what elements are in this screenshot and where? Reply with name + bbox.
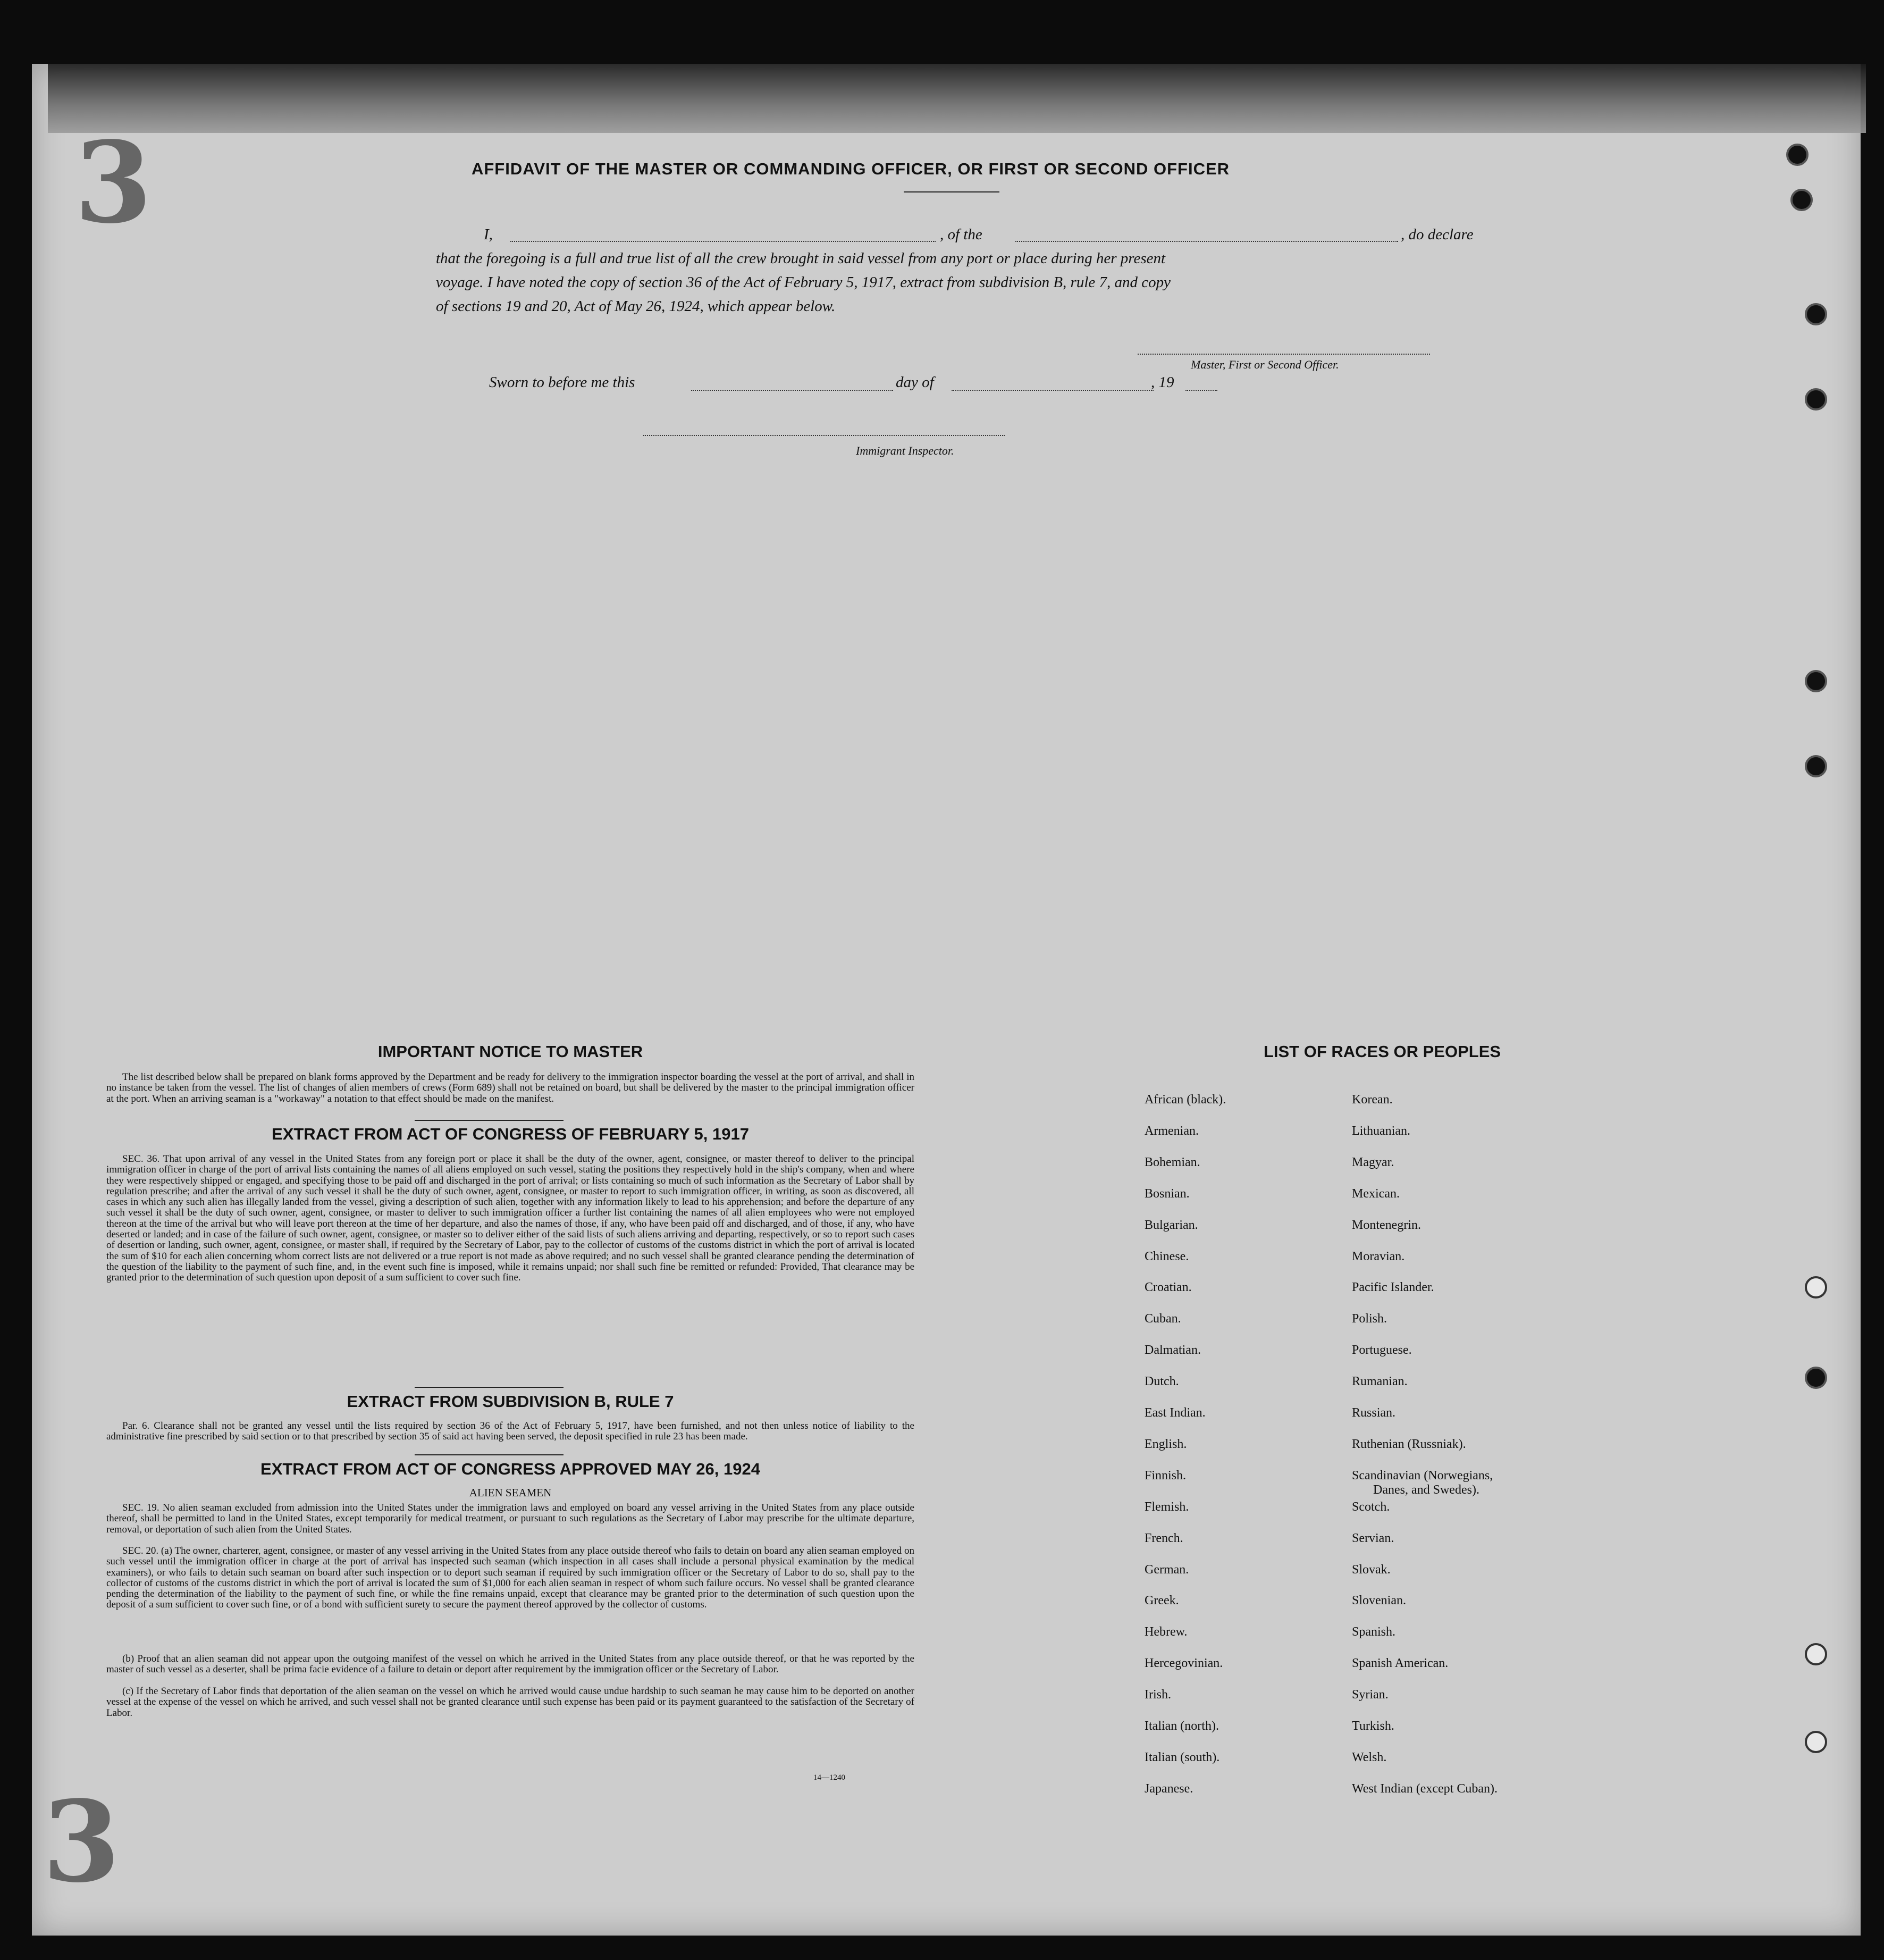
inspector-signature-line[interactable]: [643, 435, 1005, 436]
section-divider: [415, 1454, 563, 1455]
race-item-right: Montenegrin.: [1352, 1218, 1421, 1232]
race-item-right-cont: Danes, and Swedes).: [1373, 1482, 1479, 1497]
race-item-left: Bohemian.: [1145, 1155, 1200, 1169]
sworn-text: Sworn to before me this: [489, 374, 635, 391]
race-item-left: African (black).: [1145, 1093, 1226, 1107]
affidavit-line4: of sections 19 and 20, Act of May 26, 1924, which appear below.: [436, 298, 836, 315]
race-item-left: Hercegovinian.: [1145, 1656, 1223, 1671]
scan-edge-strip: [48, 64, 1866, 133]
binder-hole: [1805, 755, 1827, 777]
signature-line[interactable]: [1138, 354, 1430, 355]
extract-1917-title: EXTRACT FROM ACT OF CONGRESS OF FEBRUARY 5, 1917: [272, 1125, 749, 1143]
extract-rule7-text: Par. 6. Clearance shall not be granted any vessel until the lists required by section 36 of the Act of February 5, 1917, have been furnished, and not then unless notice of liability to the administrative fine prescribed by said section or to that prescribed by section 35 of said act having been served, the deposit specified in rule 23 has been made.: [106, 1420, 914, 1443]
name-blank[interactable]: [510, 241, 936, 242]
section-divider: [415, 1387, 563, 1388]
race-item-right: Mexican.: [1352, 1186, 1400, 1201]
extract-1924-title: EXTRACT FROM ACT OF CONGRESS APPROVED MAY 26, 1924: [260, 1460, 760, 1478]
form-number: 14—1240: [813, 1773, 845, 1782]
extract-rule7-title: EXTRACT FROM SUBDIVISION B, RULE 7: [347, 1392, 674, 1411]
binder-hole: [1786, 144, 1809, 166]
race-item-left: Dalmatian.: [1145, 1343, 1201, 1358]
race-item-left: Japanese.: [1145, 1781, 1193, 1796]
race-item-right: Polish.: [1352, 1312, 1387, 1326]
notice-text: The list described below shall be prepared on blank forms approved by the Department and be ready for delivery to the immigration inspector boarding the vessel at the port of arrival, and shall in no instance be taken from the vessel. The list of changes of alien members of crews (Form 689) shall not be retained on board, but shall be delivered by the master to the principal immigration officer at the port. When an arriving seaman is a "workaway" a notation to that effect should be made on the manifest.: [106, 1071, 914, 1104]
title-underline: [904, 191, 999, 192]
binder-hole: [1805, 1731, 1827, 1753]
page-number-stamp: 3: [43, 1776, 121, 1907]
day-of-text: day of: [896, 374, 934, 391]
affidavit-line1-of-the: , of the: [940, 226, 982, 243]
binder-hole: [1805, 303, 1827, 325]
race-item-left: Italian (north).: [1145, 1719, 1219, 1733]
race-item-right: Slovenian.: [1352, 1594, 1406, 1608]
binder-hole: [1790, 189, 1813, 211]
race-item-right: Scandinavian (Norwegians,: [1352, 1468, 1493, 1482]
race-item-left: Bulgarian.: [1145, 1218, 1198, 1232]
signature-caption: Master, First or Second Officer.: [1191, 358, 1339, 371]
affidavit-title: AFFIDAVIT OF THE MASTER OR COMMANDING OFFICER, OR FIRST OR SECOND OFFICER: [471, 160, 1230, 178]
race-item-left: English.: [1145, 1437, 1187, 1451]
race-item-left: Armenian.: [1145, 1124, 1199, 1138]
binder-hole: [1805, 1367, 1827, 1389]
race-item-left: Greek.: [1145, 1594, 1179, 1608]
race-item-right: Spanish American.: [1352, 1656, 1449, 1671]
race-item-right: Ruthenian (Russniak).: [1352, 1437, 1466, 1451]
race-item-right: Portuguese.: [1352, 1343, 1412, 1358]
extract-1924-sec20a: SEC. 20. (a) The owner, charterer, agent, consignee, or master of any vessel arriving in the United States from any place outside thereof who fails to detain on board any alien seaman employed on such vessel until the immigration officer in charge at the port of arrival has inspected such seaman (which inspection in all cases shall include a personal physical examination by the medical examiners), or who fails to detain such seaman on board after such inspection or to deport such seaman if required by such immigration officer or the Secretary of Labor to do so, shall pay to the collector of customs of the customs district in which the port of arrival is located the sum of $1,000 for each alien seaman in respect of whom such failure occurs. No vessel shall be granted clearance pending the determination of the liability to the payment of such fine, or while the fine remains unpaid, except that clearance may be granted prior to the determination of such question upon the deposit of a sum sufficient to cover such fine, or of a bond with sufficient surety to secure the payment thereof approved by the collector of customs.: [106, 1545, 914, 1611]
binder-hole: [1805, 1276, 1827, 1299]
extract-1917-text: SEC. 36. That upon arrival of any vessel in the United States from any foreign port or place it shall be the duty of the owner, agent, consignee, or master thereof to deliver to the principal immigration officer in charge of the port of arrival lists containing the names of all aliens employed on such vessel, stating the positions they respectively hold in the ship's company, when and where they were respectively shipped or engaged, and specifying those to be paid off and discharged in the port of arrival; or lists containing so much of such information as the Secretary of Labor shall by regulation prescribe; and after the arrival of any such vessel it shall be the duty of such owner, agent, consignee, or master to report to such immigration officer, in writing, as soon as discovered, all cases in which any such alien has illegally landed from the vessel, giving a description of such alien, together with any information likely to lead to his apprehension; and before the departure of any such vessel it shall be the duty of such owner, agent, consignee, or master to deliver to such immigration officer a further list containing the names of all alien employees who were not employed thereon at the time of the arrival but who will leave port thereon at the time of her departure, and also the names of those, if any, who have been paid off and discharged, and of those, if any, who have deserted or landed; and in case of the failure of such owner, agent, consignee, or master so to deliver either of the said lists of such aliens arriving and departing, respectively, or so to report such cases of desertion or landing, such owner, agent, consignee, or master shall, if required by the Secretary of Labor, pay to the collector of customs of the customs district in which the port of arrival is located the sum of $10 for each alien concerning whom correct lists are not delivered or a true report is not made as above required; and no such vessel shall be granted clearance pending the determination of the question of the liability to the payment of such fine, and, in the event such fine is imposed, while it remains unpaid; nor shall such fine be remitted or refunded: Provided, That clearance may be granted prior to the determination of such question upon deposit of a sum sufficient to cover such fine.: [106, 1153, 914, 1284]
race-item-right: Lithuanian.: [1352, 1124, 1410, 1138]
race-item-left: Hebrew.: [1145, 1625, 1188, 1639]
race-item-right: Scotch.: [1352, 1500, 1390, 1514]
race-item-left: French.: [1145, 1531, 1183, 1545]
race-item-right: Slovak.: [1352, 1562, 1391, 1577]
affidavit-line1-declare: , do declare: [1401, 226, 1474, 243]
affidavit-line2: that the foregoing is a full and true list of all the crew brought in said vessel from any port or place during her present: [436, 250, 1166, 267]
binder-hole: [1805, 1643, 1827, 1665]
race-item-left: Dutch.: [1145, 1375, 1179, 1389]
race-item-left: Flemish.: [1145, 1500, 1189, 1514]
affidavit-line3: voyage. I have noted the copy of section 36 of the Act of February 5, 1917, extract from subdivision B, rule 7, and copy: [436, 274, 1171, 291]
year-prefix: , 19: [1151, 374, 1174, 391]
race-item-right: Russian.: [1352, 1406, 1396, 1420]
race-item-left: Italian (south).: [1145, 1750, 1220, 1764]
extract-1924-sec20b: (b) Proof that an alien seaman did not appear upon the outgoing manifest of the vessel on which he arrived in the United States from any place outside thereof, or that he was reported by the master of such vessel as a deserter, shall be prima facie evidence of a failure to detain or deport after requirement by the immigration officer or the Secretary of Labor.: [106, 1653, 914, 1676]
section-divider: [415, 1120, 563, 1121]
extract-1924-sec19: SEC. 19. No alien seaman excluded from admission into the United States under the immigration laws and employed on board any vessel arriving in the United States from any place outside thereof, shall be permitted to land in the United States, except temporarily for medical treatment, or pursuant to such regulations as the Secretary of Labor may prescribe for the ultimate departure, removal, or deportation of such alien from the United States.: [106, 1502, 914, 1535]
race-item-left: Croatian.: [1145, 1280, 1192, 1295]
race-item-right: Magyar.: [1352, 1155, 1394, 1169]
vessel-blank[interactable]: [1015, 241, 1398, 242]
race-item-left: East Indian.: [1145, 1406, 1206, 1420]
race-item-right: Korean.: [1352, 1093, 1393, 1107]
race-item-right: Welsh.: [1352, 1750, 1387, 1764]
race-item-right: West Indian (except Cuban).: [1352, 1781, 1498, 1796]
extract-1924-subtitle: ALIEN SEAMEN: [469, 1486, 552, 1499]
race-item-right: Moravian.: [1352, 1249, 1405, 1263]
race-item-left: Bosnian.: [1145, 1186, 1190, 1201]
race-item-right: Servian.: [1352, 1531, 1394, 1545]
races-title: LIST OF RACES OR PEOPLES: [1263, 1042, 1501, 1061]
race-item-right: Turkish.: [1352, 1719, 1394, 1733]
race-item-left: German.: [1145, 1562, 1189, 1577]
extract-1924-sec20c: (c) If the Secretary of Labor finds that deportation of the alien seaman on the vessel on which he arrived would cause undue hardship to such seaman he may cause him to be deported on another vessel at the expense of the vessel on which he arrived, and such vessel shall not be granted clearance until such expense has been paid or its payment guaranteed to the satisfaction of the Secretary of Labor.: [106, 1686, 914, 1719]
race-item-left: Irish.: [1145, 1688, 1171, 1702]
binder-hole: [1805, 670, 1827, 692]
sworn-day-blank[interactable]: [691, 390, 893, 391]
binder-hole: [1805, 388, 1827, 411]
race-item-right: Spanish.: [1352, 1625, 1396, 1639]
sworn-month-blank[interactable]: [952, 390, 1154, 391]
race-item-left: Cuban.: [1145, 1312, 1181, 1326]
sworn-year-blank[interactable]: [1185, 390, 1217, 391]
race-item-right: Rumanian.: [1352, 1375, 1408, 1389]
race-item-left: Finnish.: [1145, 1468, 1187, 1482]
race-item-right: Syrian.: [1352, 1688, 1389, 1702]
race-item-right: Pacific Islander.: [1352, 1280, 1434, 1295]
affidavit-line1-i: I,: [484, 226, 493, 243]
race-item-left: Chinese.: [1145, 1249, 1189, 1263]
document-page: [32, 64, 1861, 1936]
inspector-caption: Immigrant Inspector.: [856, 444, 954, 457]
notice-title: IMPORTANT NOTICE TO MASTER: [377, 1042, 643, 1061]
page-number-stamp: 3: [74, 117, 153, 248]
